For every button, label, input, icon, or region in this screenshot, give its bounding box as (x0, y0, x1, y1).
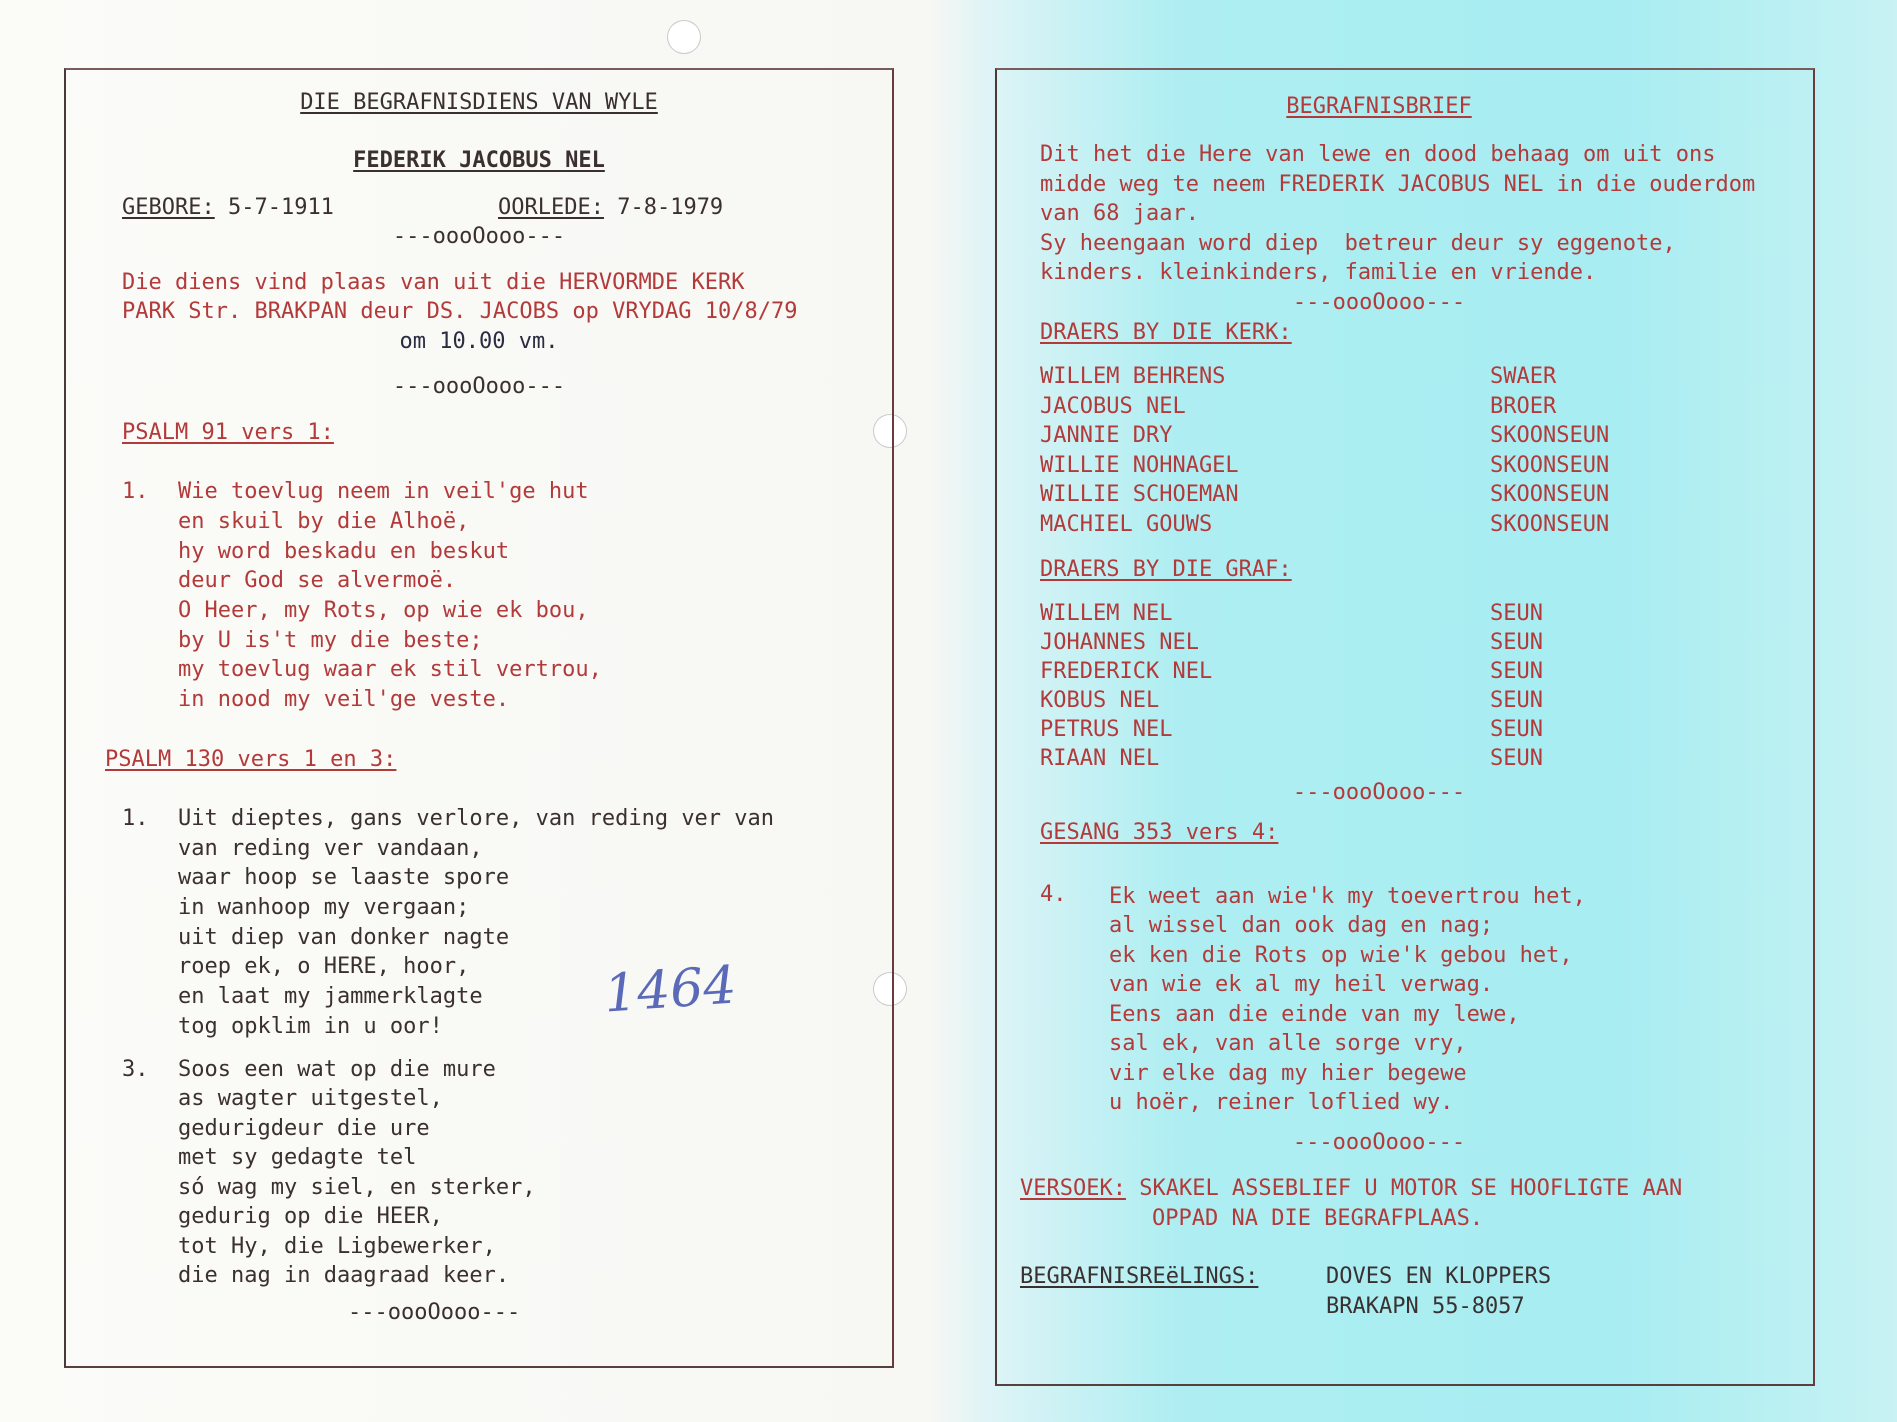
bearer-name: JOHANNES NEL (1040, 630, 1199, 655)
grave-bearers-heading: DRAERS BY DIE GRAF: (1040, 557, 1292, 582)
verse-line: Uit dieptes, gans verlore, van reding ver van (178, 806, 775, 831)
verse-number: 1. (122, 806, 149, 831)
verse-line: Soos een wat op die mure (178, 1057, 496, 1082)
bearer-relation: SEUN (1490, 630, 1543, 655)
died-date: 7-8-1979 (617, 195, 724, 220)
bearer-name: FREDERICK NEL (1040, 659, 1213, 684)
verse-line: tog opklim in u oor! (178, 1014, 443, 1039)
died-row (498, 195, 723, 221)
request-line: OPPAD NA DIE BEGRAFPLAAS. (1152, 1206, 1484, 1231)
verse-number: 4. (1040, 882, 1067, 907)
request-line: SKAKEL ASSEBLIEF U MOTOR SE HOOFLIGTE AAN (1139, 1176, 1683, 1201)
verse-line: gedurig op die HEER, (178, 1204, 443, 1229)
born-row (122, 195, 334, 221)
verse-line: tot Hy, die Ligbewerker, (178, 1234, 496, 1259)
letter-line: Sy heengaan word diep betreur deur sy eggenote, (1040, 231, 1676, 256)
arrangements-line: DOVES EN KLOPPERS (1326, 1264, 1552, 1289)
verse-line: hy word beskadu en beskut (178, 539, 510, 564)
church-bearers-heading: DRAERS BY DIE KERK: (1040, 320, 1292, 345)
bearer-name: KOBUS NEL (1040, 688, 1160, 713)
bearer-name: WILLEM BEHRENS (1040, 364, 1226, 389)
separator: ---oooOooo--- (392, 374, 566, 399)
verse-line: my toevlug waar ek stil vertrou, (178, 657, 602, 682)
bearer-name: WILLIE SCHOEMAN (1040, 482, 1239, 507)
bearer-relation: SKOONSEUN (1490, 423, 1610, 448)
verse-line: die nag in daagraad keer. (178, 1263, 510, 1288)
bearer-relation: SWAER (1490, 364, 1557, 389)
letter-line: van 68 jaar. (1040, 201, 1199, 226)
arrangements-label: BEGRAFNISREëLINGS: (1020, 1264, 1259, 1289)
verse-line: en laat my jammerklagte (178, 984, 483, 1009)
punch-hole-top (667, 20, 701, 54)
arrangements-line: BRAKAPN 55-8057 (1326, 1294, 1525, 1319)
verse-number: 1. (122, 479, 149, 504)
bearer-name: WILLEM NEL (1040, 601, 1173, 626)
born-label: GEBORE: (122, 195, 215, 220)
handwritten-number: 1464 (602, 955, 739, 1025)
bearer-name: JANNIE DRY (1040, 423, 1173, 448)
verse-number: 3. (122, 1057, 149, 1082)
bearer-relation: SKOONSEUN (1490, 512, 1610, 537)
bearer-relation: SEUN (1490, 717, 1543, 742)
verse-line: en skuil by die Alhoë, (178, 509, 470, 534)
verse-line: u hoër, reiner loflied wy. (1109, 1090, 1454, 1115)
bearer-relation: SEUN (1490, 601, 1543, 626)
letter-line: kinders. kleinkinders, familie en vriende. (1040, 260, 1597, 285)
verse-line: Ek weet aan wie'k my toevertrou het, (1109, 884, 1586, 909)
verse-line: Eens aan die einde van my lewe, (1109, 1002, 1520, 1027)
separator: ---oooOooo--- (1292, 290, 1466, 315)
bearer-relation: SEUN (1490, 688, 1543, 713)
request-label: VERSOEK: (1020, 1176, 1126, 1201)
verse-line: roep ek, o HERE, hoor, (178, 954, 470, 979)
verse-line: by U is't my die beste; (178, 628, 483, 653)
separator: ---oooOooo--- (348, 1300, 521, 1325)
separator: ---oooOooo--- (1292, 1130, 1466, 1155)
separator: ---oooOooo--- (1292, 780, 1466, 805)
gesang-heading: GESANG 353 vers 4: (1040, 820, 1279, 845)
service-line: Die diens vind plaas van uit die HERVORMDE KERK (122, 270, 745, 295)
bearer-name: JACOBUS NEL (1040, 394, 1186, 419)
left-page-border (64, 68, 894, 1368)
bearer-name: WILLIE NOHNAGEL (1040, 453, 1239, 478)
verse-line: O Heer, my Rots, op wie ek bou, (178, 598, 589, 623)
verse-line: met sy gedagte tel (178, 1145, 417, 1170)
verse-line: sal ek, van alle sorge vry, (1109, 1031, 1467, 1056)
letter-line: midde weg te neem FREDERIK JACOBUS NEL in die ouderdom (1040, 172, 1756, 197)
verse-line: gedurigdeur die ure (178, 1116, 430, 1141)
psalm-130-heading: PSALM 130 vers 1 en 3: (105, 747, 397, 772)
verse-line: ek ken die Rots op wie'k gebou het, (1109, 943, 1573, 968)
verse-line: al wissel dan ook dag en nag; (1109, 913, 1494, 938)
request-row (1020, 1176, 1682, 1202)
verse-line: uit diep van donker nagte (178, 925, 510, 950)
verse-line: só wag my siel, en sterker, (178, 1175, 536, 1200)
bearer-name: MACHIEL GOUWS (1040, 512, 1213, 537)
deceased-name: FEDERIK JACOBUS NEL (353, 148, 605, 173)
separator: ---oooOooo--- (392, 224, 566, 249)
verse-line: van wie ek al my heil verwag. (1109, 972, 1494, 997)
letter-line: Dit het die Here van lewe en dood behaag om uit ons (1040, 142, 1716, 167)
service-line: om 10.00 vm. (399, 329, 559, 354)
bearer-relation: BROER (1490, 394, 1557, 419)
service-line: PARK Str. BRAKPAN deur DS. JACOBS op VRYDAG 10/8/79 (122, 299, 798, 324)
verse-line: as wagter uitgestel, (178, 1086, 443, 1111)
bearer-relation: SKOONSEUN (1490, 453, 1610, 478)
letter-title: BEGRAFNISBRIEF (1286, 94, 1472, 119)
born-date: 5-7-1911 (227, 195, 334, 220)
died-label: OORLEDE: (498, 195, 604, 220)
service-title: DIE BEGRAFNISDIENS VAN WYLE (300, 90, 658, 115)
verse-line: in nood my veil'ge veste. (178, 687, 510, 712)
bearer-relation: SKOONSEUN (1490, 482, 1610, 507)
verse-line: deur God se alvermoë. (178, 568, 457, 593)
verse-line: vir elke dag my hier begewe (1109, 1061, 1467, 1086)
verse-line: Wie toevlug neem in veil'ge hut (178, 479, 589, 504)
bearer-name: RIAAN NEL (1040, 746, 1160, 771)
bearer-relation: SEUN (1490, 659, 1543, 684)
verse-line: van reding ver vandaan, (178, 836, 483, 861)
psalm-91-heading: PSALM 91 vers 1: (122, 420, 334, 445)
verse-line: in wanhoop my vergaan; (178, 895, 470, 920)
verse-line: waar hoop se laaste spore (178, 865, 510, 890)
bearer-relation: SEUN (1490, 746, 1543, 771)
bearer-name: PETRUS NEL (1040, 717, 1173, 742)
